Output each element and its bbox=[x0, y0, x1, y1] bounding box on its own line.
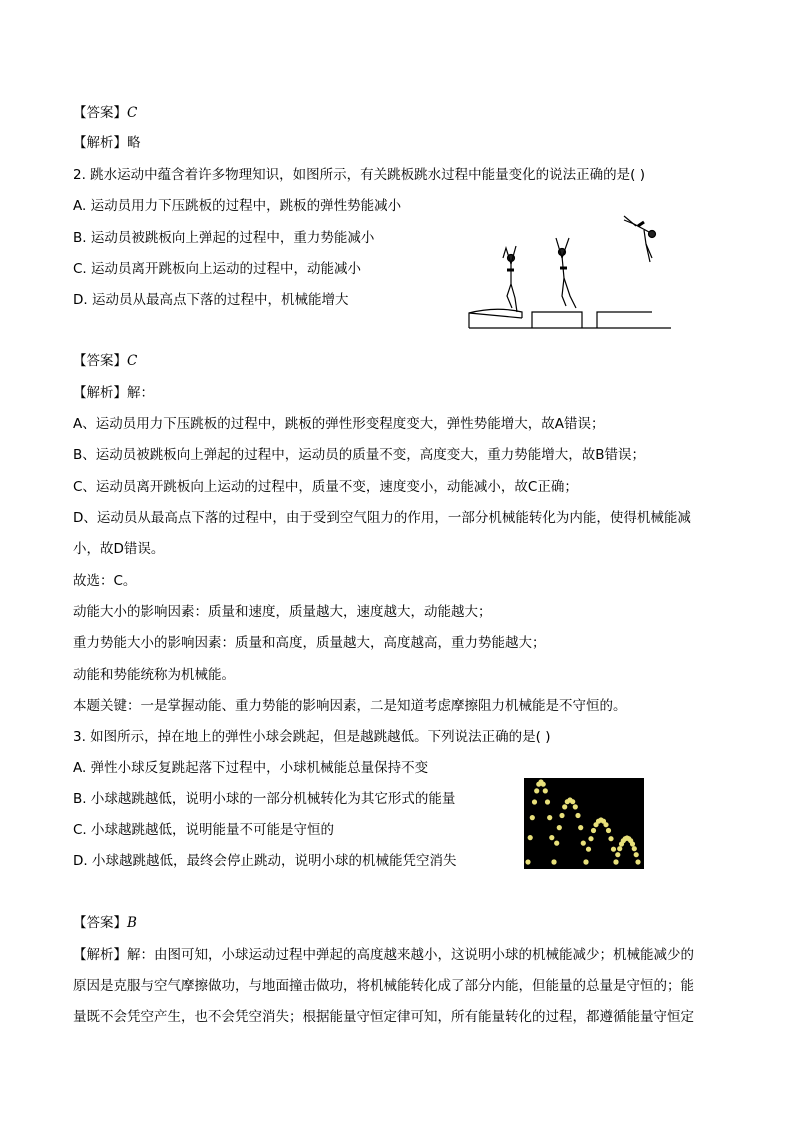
q2-analysis-line: 本题关键：一是掌握动能、重力势能的影响因素，二是知道考虑摩擦阻力机械能是不守恒的。 bbox=[73, 698, 627, 714]
ball bbox=[557, 825, 562, 830]
analysis-label: 【解析】 bbox=[73, 135, 127, 151]
ball bbox=[581, 841, 586, 846]
springboard-3 bbox=[597, 312, 652, 328]
q2-option-b: B. 运动员被跳板向上弹起的过程中，重力势能减小 bbox=[73, 230, 375, 246]
q2-analysis-line: D、运动员从最高点下落的过程中，由于受到空气阻力的作用，一部分机械能转化为内能，使得机械能减 bbox=[73, 510, 691, 526]
analysis-intro: 解： bbox=[127, 385, 154, 401]
q3-answer bbox=[73, 913, 137, 933]
ball bbox=[608, 836, 613, 841]
ball bbox=[528, 835, 533, 840]
answer-value: C bbox=[127, 105, 138, 121]
ball bbox=[551, 859, 556, 864]
ball bbox=[549, 835, 554, 840]
q3-option-a: A. 弹性小球反复跳起落下过程中，小球机械能总量保持不变 bbox=[73, 760, 429, 776]
ball bbox=[635, 859, 640, 864]
springboard-1 bbox=[469, 309, 522, 328]
q2-analysis-line: B、运动员被跳板向上弹起的过程中，运动员的质量不变，高度变大，重力势能增大，故B错误； bbox=[73, 447, 646, 463]
ball bbox=[543, 788, 548, 793]
q3-analysis-line: 量既不会凭空产生，也不会凭空消失；根据能量守恒定律可知，所有能量转化的过程，都遵循能量守恒定 bbox=[73, 1009, 694, 1025]
q2-analysis-line: A、运动员用力下压跳板的过程中，跳板的弹性形变程度变大，弹性势能增大，故A错误； bbox=[73, 416, 605, 432]
ball bbox=[586, 847, 591, 852]
ball bbox=[573, 804, 578, 809]
q2-analysis-head bbox=[73, 383, 154, 403]
ball bbox=[578, 825, 583, 830]
answer-value: B bbox=[127, 915, 137, 931]
q2-analysis-line: 动能大小的影响因素：质量和速度，质量越大，速度越大，动能越大； bbox=[73, 604, 492, 620]
ball bbox=[613, 859, 618, 864]
q1-analysis bbox=[73, 133, 141, 153]
q2-stem: 2. 跳水运动中蕴含着许多物理知识，如图所示，有关跳板跳水过程中能量变化的说法正确的是( ) bbox=[73, 167, 645, 183]
photo-background bbox=[524, 778, 644, 869]
ball bbox=[525, 859, 530, 864]
ball bbox=[559, 813, 564, 818]
analysis-text: 略 bbox=[127, 135, 141, 151]
q2-analysis-line: 重力势能大小的影响因素：质量和高度，质量越大，高度越高，重力势能越大； bbox=[73, 635, 546, 651]
q3-option-c: C. 小球越跳越低，说明能量不可能是守恒的 bbox=[73, 822, 335, 838]
ball bbox=[583, 859, 588, 864]
ball bbox=[630, 841, 635, 846]
q2-analysis-line: C、运动员离开跳板向上运动的过程中，质量不变，速度变小，动能减小，故C正确； bbox=[73, 479, 578, 495]
q3-analysis-line-1 bbox=[73, 945, 694, 965]
springboard-2 bbox=[532, 312, 582, 328]
ball bbox=[541, 782, 546, 787]
diver-3 bbox=[624, 216, 656, 262]
ball bbox=[532, 799, 537, 804]
ball bbox=[554, 841, 559, 846]
answer-label: 【答案】 bbox=[73, 105, 127, 121]
ball bbox=[534, 788, 539, 793]
q3-analysis-line: 原因是克服与空气摩擦做功，与地面撞击做功，将机械能转化成了部分内能，但能量的总量是守恒的；能 bbox=[73, 978, 694, 994]
diving-figure bbox=[466, 208, 676, 332]
ball bbox=[617, 846, 622, 851]
q1-answer bbox=[73, 103, 137, 123]
answer-label: 【答案】 bbox=[73, 915, 127, 931]
ball bbox=[591, 828, 596, 833]
answer-label: 【答案】 bbox=[73, 353, 127, 369]
ball bbox=[634, 852, 639, 857]
analysis-label: 【解析】 bbox=[73, 947, 127, 963]
analysis-label: 【解析】 bbox=[73, 385, 127, 401]
ball bbox=[545, 799, 550, 804]
diver-2 bbox=[556, 238, 576, 308]
q2-option-a: A. 运动员用力下压跳板的过程中，跳板的弹性势能减小 bbox=[73, 198, 402, 214]
diver-1 bbox=[503, 246, 517, 312]
ball bbox=[603, 822, 608, 827]
ball bbox=[547, 815, 552, 820]
q3-stem: 3. 如图所示，掉在地上的弹性小球会跳起，但是越跳越低。下列说法正确的是( ) bbox=[73, 729, 551, 745]
ball bbox=[562, 804, 567, 809]
answer-value: C bbox=[127, 353, 138, 369]
ball bbox=[570, 799, 575, 804]
q2-option-c: C. 运动员离开跳板向上运动的过程中，动能减小 bbox=[73, 261, 362, 277]
q2-answer bbox=[73, 351, 137, 371]
ball bbox=[611, 847, 616, 852]
q2-analysis-line: 动能和势能统称为机械能。 bbox=[73, 667, 235, 683]
ball bbox=[530, 815, 535, 820]
ball bbox=[615, 852, 620, 857]
ball bbox=[606, 828, 611, 833]
q3-option-d: D. 小球越跳越低，最终会停止跳动，说明小球的机械能凭空消失 bbox=[73, 853, 457, 869]
analysis-text: 解：由图可知，小球运动过程中弹起的高度越来越小，这说明小球的机械能减少；机械能减少的 bbox=[127, 947, 694, 963]
ball bbox=[588, 836, 593, 841]
q3-option-b: B. 小球越跳越低，说明小球的一部分机械转化为其它形式的能量 bbox=[73, 791, 456, 807]
ball bbox=[632, 846, 637, 851]
q2-option-d: D. 运动员从最高点下落的过程中，机械能增大 bbox=[73, 292, 349, 308]
q2-analysis-line: 小，故D错误。 bbox=[73, 541, 165, 557]
ball bbox=[575, 813, 580, 818]
q2-analysis-line: 故选：C。 bbox=[73, 573, 137, 589]
bouncing-ball-photo bbox=[524, 778, 644, 869]
